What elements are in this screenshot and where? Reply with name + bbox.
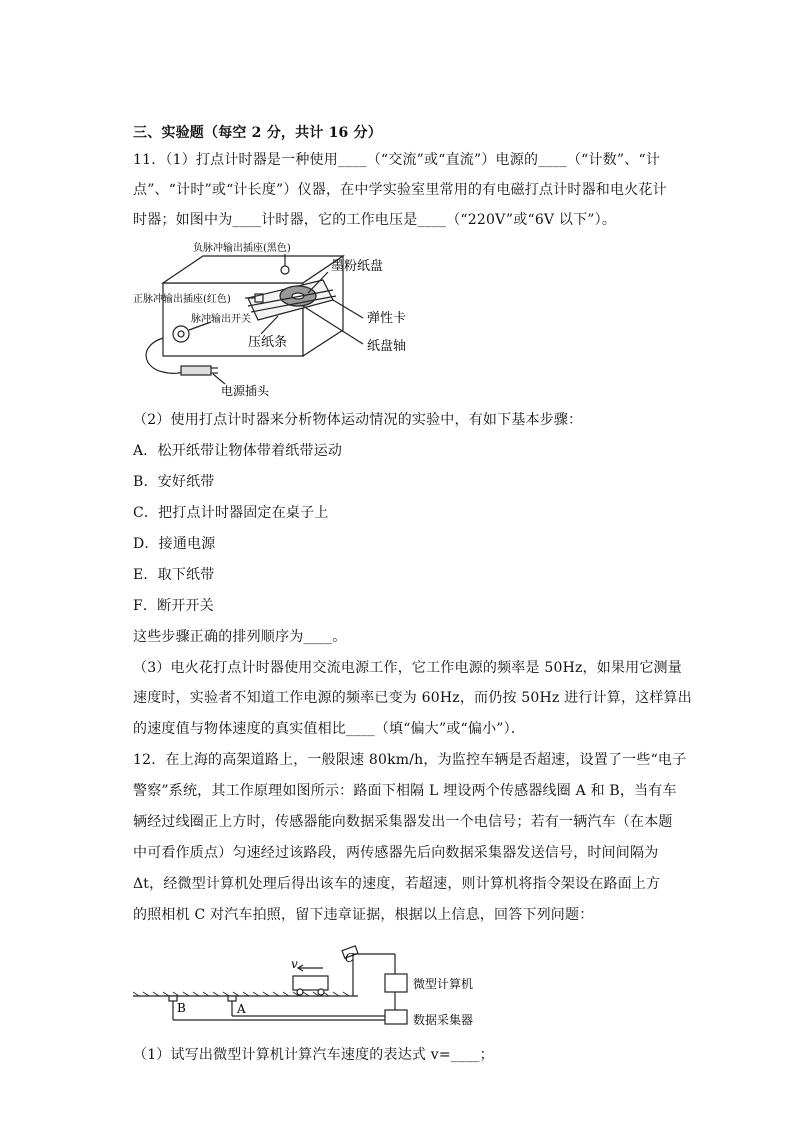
label-camera: C: [345, 951, 355, 965]
q12-line-6: 的照相机 C 对汽车拍照，留下违章证据，根据以上信息，回答下列问题：: [133, 907, 594, 923]
section-heading: 三、实验题（每空 2 分，共计 16 分）: [133, 125, 382, 141]
q12-line-4: 中可看作质点）匀速经过该路段，两传感器先后向数据采集器发送信号，时间间隔为: [133, 845, 659, 861]
label-sensor-a: A: [237, 1002, 246, 1016]
q11-part3-line-3: 的速度值与物体速度的真实值相比____（填“偏大”或“偏小”）．: [133, 721, 526, 737]
label-spring-clip: 弹性卡: [367, 311, 407, 326]
step-e: E．取下纸带: [133, 567, 215, 583]
label-disc-shaft: 纸盘轴: [367, 339, 407, 354]
step-c: C．把打点计时器固定在桌子上: [133, 505, 329, 521]
electronic-police-figure: [133, 938, 513, 1038]
label-sensor-b: B: [177, 1001, 186, 1015]
q11-line-3: 时器；如图中为____计时器，它的工作电压是____（“220V”或“6V 以下”）。: [133, 212, 617, 228]
q11-part3-line-1: （3）电火花打点计时器使用交流电源工作，它工作电源的频率是 50Hz，如果用它测量: [133, 660, 682, 676]
label-neg-socket: 负脉冲输出插座(黑色): [193, 243, 291, 254]
q11-part2-intro: （2）使用打点计时器来分析物体运动情况的实验中，有如下基本步骤：: [133, 412, 583, 428]
label-pos-socket: 正脉冲输出插座(红色): [133, 294, 231, 305]
q12-line-3: 辆经过线圈正上方时，传感器能向数据采集器发出一个电信号；若有一辆汽车（在本题: [133, 814, 673, 830]
label-velocity: v: [291, 957, 298, 971]
step-f: F．断开开关: [133, 598, 214, 614]
spark-timer-figure: [133, 238, 423, 398]
label-collector: 数据采集器: [413, 1013, 474, 1027]
q11-part3-line-2: 速度时，实验者不知道工作电源的频率已变为 60Hz，而仍按 50Hz 进行计算，这样算出: [133, 690, 692, 706]
label-paper-bar: 压纸条: [248, 335, 288, 350]
label-ink-disc: 墨粉纸盘: [331, 259, 384, 274]
q11-line-2: 点”、“计时”或“计长度”）仪器，在中学实验室里常用的有电磁打点计时器和电火花计: [133, 182, 667, 198]
label-plug: 电源插头: [221, 384, 270, 398]
q12-sub-1: （1）试写出微型计算机计算汽车速度的表达式 v=____；: [133, 1047, 494, 1063]
label-pulse-switch: 脉冲输出开关: [191, 314, 251, 325]
step-b: B．安好纸带: [133, 474, 215, 490]
q12-line-1: 12．在上海的高架道路上，一般限速 80km/h，为监控车辆是否超速，设置了一些“电子: [133, 752, 687, 768]
step-d: D．接通电源: [133, 536, 216, 552]
order-line: 这些步骤正确的排列顺序为____。: [133, 629, 347, 645]
q11-line-1: 11．（1）打点计时器是一种使用____（“交流”或“直流”）电源的____（“计数”、“计: [133, 152, 661, 168]
q12-line-5: Δt，经微型计算机处理后得出该车的速度，若超速，则计算机将指令架设在路面上方: [133, 876, 661, 892]
q12-line-2: 警察”系统，其工作原理如图所示：路面下相隔 L 埋设两个传感器线圈 A 和 B，当有车: [133, 783, 677, 799]
label-computer: 微型计算机: [413, 977, 474, 991]
step-a: A．松开纸带让物体带着纸带运动: [133, 443, 343, 459]
